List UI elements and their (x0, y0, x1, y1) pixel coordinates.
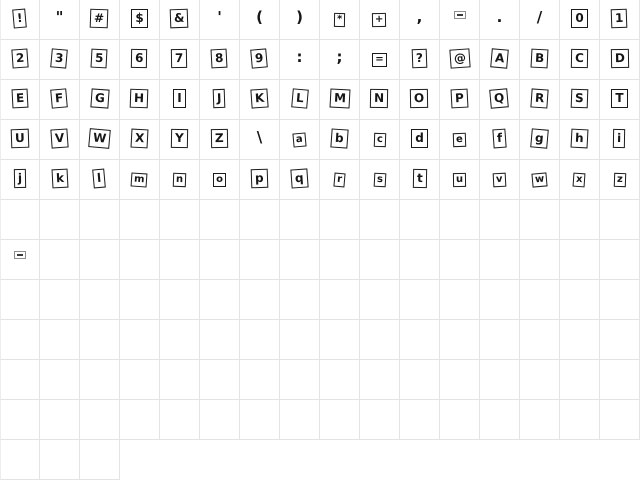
empty-glyph-cell (200, 320, 240, 360)
boxed-glyph: a (293, 132, 307, 147)
empty-glyph-cell (560, 240, 600, 280)
glyph-cell[interactable] (0, 40, 40, 80)
glyph-cell[interactable] (240, 120, 280, 160)
empty-glyph-cell (600, 320, 640, 360)
empty-glyph-cell (40, 440, 80, 480)
boxed-glyph: q (291, 168, 309, 188)
empty-glyph-cell (480, 200, 520, 240)
boxed-glyph: 3 (51, 48, 69, 68)
glyph-cell[interactable] (200, 160, 240, 200)
glyph-cell[interactable] (40, 160, 80, 200)
glyph-cell[interactable] (480, 40, 520, 80)
glyph-cell[interactable] (80, 120, 120, 160)
plain-glyph: / (536, 8, 543, 26)
empty-glyph-cell (440, 360, 480, 400)
glyph-cell[interactable] (120, 120, 160, 160)
boxed-glyph: 5 (91, 49, 108, 69)
boxed-glyph: z (613, 173, 625, 187)
empty-glyph-cell (40, 400, 80, 440)
boxed-glyph: K (250, 88, 269, 108)
glyph-cell[interactable] (560, 80, 600, 120)
empty-glyph-cell (600, 240, 640, 280)
boxed-glyph: H (130, 89, 149, 109)
empty-glyph-cell (240, 360, 280, 400)
glyph-cell[interactable] (0, 120, 40, 160)
glyph-cell[interactable] (120, 160, 160, 200)
glyph-cell[interactable] (320, 80, 360, 120)
glyph-cell[interactable] (280, 80, 320, 120)
empty-glyph-cell (120, 360, 160, 400)
empty-glyph-cell (240, 320, 280, 360)
glyph-cell[interactable] (200, 0, 240, 40)
boxed-glyph: W (88, 128, 111, 149)
glyph-cell[interactable] (80, 80, 120, 120)
hyphen-block-glyph (454, 11, 466, 19)
empty-glyph-cell (440, 400, 480, 440)
empty-glyph-cell (80, 360, 120, 400)
boxed-glyph: w (531, 172, 547, 187)
glyph-cell[interactable] (480, 0, 520, 40)
glyph-cell[interactable] (400, 40, 440, 80)
empty-glyph-cell (320, 320, 360, 360)
empty-glyph-cell (160, 360, 200, 400)
boxed-glyph: U (11, 129, 29, 149)
glyph-cell[interactable] (120, 0, 160, 40)
glyph-cell[interactable] (560, 40, 600, 80)
boxed-glyph: Y (171, 129, 188, 148)
glyph-cell[interactable] (40, 0, 80, 40)
empty-glyph-cell (400, 400, 440, 440)
glyph-cell[interactable] (520, 80, 560, 120)
empty-glyph-cell (40, 200, 80, 240)
empty-glyph-cell (400, 200, 440, 240)
empty-glyph-cell (520, 200, 560, 240)
empty-glyph-cell (0, 320, 40, 360)
glyph-cell[interactable] (600, 160, 640, 200)
empty-glyph-cell (160, 280, 200, 320)
empty-glyph-cell (480, 280, 520, 320)
boxed-glyph: F (51, 88, 69, 108)
boxed-glyph: # (90, 9, 109, 29)
glyph-cell[interactable] (440, 120, 480, 160)
glyph-cell[interactable] (160, 120, 200, 160)
empty-glyph-cell (360, 240, 400, 280)
glyph-cell[interactable] (320, 160, 360, 200)
boxed-glyph: I (173, 89, 185, 108)
glyph-cell[interactable] (200, 40, 240, 80)
boxed-glyph: O (410, 89, 429, 108)
glyph-cell[interactable] (440, 40, 480, 80)
boxed-glyph: N (370, 89, 388, 108)
empty-glyph-cell (200, 400, 240, 440)
empty-glyph-cell (360, 360, 400, 400)
empty-glyph-cell (520, 280, 560, 320)
glyph-cell[interactable] (80, 160, 120, 200)
empty-glyph-cell (40, 360, 80, 400)
plain-glyph: ' (217, 8, 222, 26)
plain-glyph: . (496, 8, 503, 26)
empty-glyph-cell (280, 240, 320, 280)
boxed-glyph: 8 (211, 49, 228, 69)
glyph-cell[interactable] (320, 40, 360, 80)
empty-glyph-cell (0, 360, 40, 400)
empty-glyph-cell (520, 240, 560, 280)
empty-glyph-cell (600, 400, 640, 440)
empty-glyph-cell (80, 240, 120, 280)
boxed-glyph: Z (211, 129, 228, 148)
empty-glyph-cell (0, 400, 40, 440)
empty-glyph-cell (280, 360, 320, 400)
empty-glyph-cell (80, 400, 120, 440)
boxed-glyph: 6 (131, 49, 148, 68)
empty-glyph-cell (80, 280, 120, 320)
empty-glyph-cell (400, 280, 440, 320)
glyph-cell[interactable] (520, 120, 560, 160)
boxed-glyph: C (571, 49, 588, 68)
boxed-glyph: 7 (171, 49, 188, 68)
empty-glyph-cell (320, 240, 360, 280)
empty-glyph-cell (480, 400, 520, 440)
plain-glyph: " (55, 8, 64, 26)
boxed-glyph: J (213, 89, 226, 108)
glyph-cell[interactable] (160, 160, 200, 200)
boxed-glyph: i (613, 129, 625, 148)
boxed-glyph: f (492, 129, 507, 149)
boxed-glyph: B (530, 49, 548, 69)
boxed-glyph: A (490, 48, 509, 68)
glyph-cell[interactable] (480, 160, 520, 200)
boxed-glyph: D (610, 49, 628, 68)
empty-glyph-cell (480, 360, 520, 400)
boxed-glyph: c (373, 133, 385, 147)
empty-glyph-cell (320, 360, 360, 400)
boxed-glyph: p (251, 169, 268, 189)
empty-glyph-cell (80, 320, 120, 360)
empty-glyph-cell (40, 240, 80, 280)
boxed-glyph: d (411, 129, 428, 148)
boxed-glyph: R (530, 88, 549, 108)
empty-glyph-cell (440, 280, 480, 320)
empty-glyph-cell (320, 200, 360, 240)
empty-glyph-cell (520, 360, 560, 400)
glyph-cell[interactable] (200, 120, 240, 160)
empty-glyph-cell (440, 200, 480, 240)
empty-glyph-cell (440, 320, 480, 360)
glyph-cell[interactable] (240, 40, 280, 80)
boxed-glyph: b (331, 128, 349, 148)
glyph-cell[interactable] (360, 160, 400, 200)
glyph-cell[interactable] (360, 40, 400, 80)
boxed-glyph: e (453, 133, 466, 147)
empty-glyph-cell (280, 400, 320, 440)
empty-glyph-cell (560, 280, 600, 320)
glyph-cell[interactable] (160, 40, 200, 80)
boxed-glyph: j (14, 169, 26, 188)
empty-glyph-cell (40, 280, 80, 320)
empty-glyph-cell (0, 440, 40, 480)
boxed-glyph: P (451, 89, 469, 109)
empty-glyph-cell (240, 280, 280, 320)
glyph-cell[interactable] (160, 0, 200, 40)
glyph-cell[interactable] (40, 40, 80, 80)
glyph-cell[interactable] (40, 80, 80, 120)
glyph-cell[interactable] (360, 120, 400, 160)
glyph-cell[interactable] (360, 80, 400, 120)
empty-glyph-cell (240, 240, 280, 280)
glyph-cell[interactable] (200, 80, 240, 120)
empty-glyph-cell (600, 280, 640, 320)
empty-glyph-cell (80, 440, 120, 480)
empty-glyph-cell (120, 280, 160, 320)
empty-glyph-cell (560, 320, 600, 360)
boxed-glyph: E (11, 89, 28, 109)
boxed-glyph: o (213, 173, 226, 187)
boxed-glyph: 0 (571, 9, 587, 28)
empty-glyph-cell (40, 320, 80, 360)
boxed-glyph: + (372, 13, 387, 27)
glyph-cell[interactable] (320, 120, 360, 160)
boxed-glyph: h (571, 129, 589, 149)
glyph-cell[interactable] (440, 0, 480, 40)
empty-glyph-cell (520, 320, 560, 360)
glyph-cell[interactable] (400, 160, 440, 200)
boxed-glyph: @ (449, 48, 470, 68)
empty-glyph-cell (0, 280, 40, 320)
empty-glyph-cell (360, 320, 400, 360)
glyph-cell[interactable] (520, 0, 560, 40)
glyph-cell[interactable] (560, 0, 600, 40)
boxed-glyph: = (372, 53, 386, 67)
glyph-cell[interactable] (280, 40, 320, 80)
boxed-glyph: n (173, 173, 187, 187)
glyph-cell[interactable] (240, 80, 280, 120)
glyph-cell[interactable] (400, 80, 440, 120)
empty-glyph-cell (480, 240, 520, 280)
glyph-cell[interactable] (0, 240, 40, 280)
glyph-cell[interactable] (480, 120, 520, 160)
empty-glyph-cell (80, 200, 120, 240)
empty-glyph-cell (400, 360, 440, 400)
boxed-glyph: S (571, 89, 588, 109)
boxed-glyph: v (493, 173, 506, 188)
boxed-glyph: g (530, 128, 548, 148)
glyph-cell[interactable] (440, 80, 480, 120)
plain-glyph: ) (296, 8, 303, 26)
empty-glyph-cell (200, 240, 240, 280)
glyph-cell[interactable] (440, 160, 480, 200)
plain-glyph: \ (256, 128, 263, 146)
empty-glyph-cell (200, 280, 240, 320)
hyphen-block-glyph (14, 251, 26, 259)
boxed-glyph: 9 (251, 48, 269, 68)
empty-glyph-cell (560, 400, 600, 440)
boxed-glyph: x (573, 173, 586, 188)
empty-glyph-cell (360, 200, 400, 240)
boxed-glyph: 2 (11, 48, 29, 68)
glyph-cell[interactable] (0, 0, 40, 40)
empty-glyph-cell (160, 240, 200, 280)
empty-glyph-cell (400, 320, 440, 360)
plain-glyph: , (416, 8, 423, 26)
glyph-cell[interactable] (240, 0, 280, 40)
empty-glyph-cell (600, 360, 640, 400)
empty-glyph-cell (200, 200, 240, 240)
boxed-glyph: k (51, 169, 68, 189)
empty-glyph-cell (120, 200, 160, 240)
glyph-cell[interactable] (280, 120, 320, 160)
glyph-cell[interactable] (600, 40, 640, 80)
glyph-cell[interactable] (120, 40, 160, 80)
glyph-cell[interactable] (240, 160, 280, 200)
glyph-cell[interactable] (600, 80, 640, 120)
glyph-cell[interactable] (80, 40, 120, 80)
glyph-cell[interactable] (0, 160, 40, 200)
empty-glyph-cell (120, 400, 160, 440)
plain-glyph: ; (336, 48, 343, 66)
boxed-glyph: r (333, 173, 345, 188)
glyph-cell[interactable] (0, 80, 40, 120)
glyph-cell[interactable] (520, 160, 560, 200)
empty-glyph-cell (480, 320, 520, 360)
glyph-cell[interactable] (400, 120, 440, 160)
boxed-glyph: T (611, 89, 627, 108)
empty-glyph-cell (360, 280, 400, 320)
empty-glyph-cell (280, 280, 320, 320)
boxed-glyph: 1 (611, 9, 628, 29)
glyph-cell[interactable] (280, 0, 320, 40)
glyph-cell[interactable] (40, 120, 80, 160)
empty-glyph-cell (0, 200, 40, 240)
plain-glyph: ( (256, 8, 263, 26)
glyph-cell[interactable] (600, 0, 640, 40)
glyph-cell[interactable] (480, 80, 520, 120)
glyph-cell[interactable] (120, 80, 160, 120)
empty-glyph-cell (120, 320, 160, 360)
empty-glyph-cell (360, 400, 400, 440)
glyph-cell[interactable] (320, 0, 360, 40)
boxed-glyph: l (93, 169, 107, 189)
plain-glyph: : (296, 48, 303, 66)
boxed-glyph: * (334, 13, 345, 27)
empty-glyph-cell (320, 280, 360, 320)
boxed-glyph: G (90, 88, 109, 108)
empty-glyph-cell (160, 200, 200, 240)
boxed-glyph: t (412, 169, 426, 188)
glyph-cell[interactable] (160, 80, 200, 120)
boxed-glyph: L (291, 88, 308, 108)
empty-glyph-cell (120, 240, 160, 280)
glyph-cell[interactable] (80, 0, 120, 40)
boxed-glyph: m (131, 172, 148, 187)
boxed-glyph: ? (412, 49, 428, 69)
empty-glyph-cell (280, 320, 320, 360)
empty-glyph-cell (560, 200, 600, 240)
glyph-cell[interactable] (520, 40, 560, 80)
boxed-glyph: & (170, 9, 189, 29)
empty-glyph-cell (200, 360, 240, 400)
empty-glyph-cell (440, 240, 480, 280)
glyph-cell[interactable] (280, 160, 320, 200)
empty-glyph-cell (600, 200, 640, 240)
glyph-cell[interactable] (360, 0, 400, 40)
empty-glyph-cell (280, 200, 320, 240)
empty-glyph-cell (160, 400, 200, 440)
empty-glyph-cell (240, 400, 280, 440)
empty-glyph-cell (560, 360, 600, 400)
glyph-cell[interactable] (560, 120, 600, 160)
boxed-glyph: $ (131, 9, 147, 28)
empty-glyph-cell (520, 400, 560, 440)
empty-glyph-cell (240, 200, 280, 240)
boxed-glyph: u (453, 173, 466, 187)
glyph-cell[interactable] (560, 160, 600, 200)
empty-glyph-cell (400, 240, 440, 280)
boxed-glyph: X (130, 129, 148, 149)
boxed-glyph: Q (490, 88, 510, 109)
glyph-cell[interactable] (400, 0, 440, 40)
boxed-glyph: M (329, 88, 350, 108)
empty-glyph-cell (320, 400, 360, 440)
boxed-glyph: s (373, 173, 386, 188)
boxed-glyph: V (50, 128, 69, 148)
empty-glyph-cell (160, 320, 200, 360)
boxed-glyph: ! (12, 8, 27, 28)
glyph-cell[interactable] (600, 120, 640, 160)
